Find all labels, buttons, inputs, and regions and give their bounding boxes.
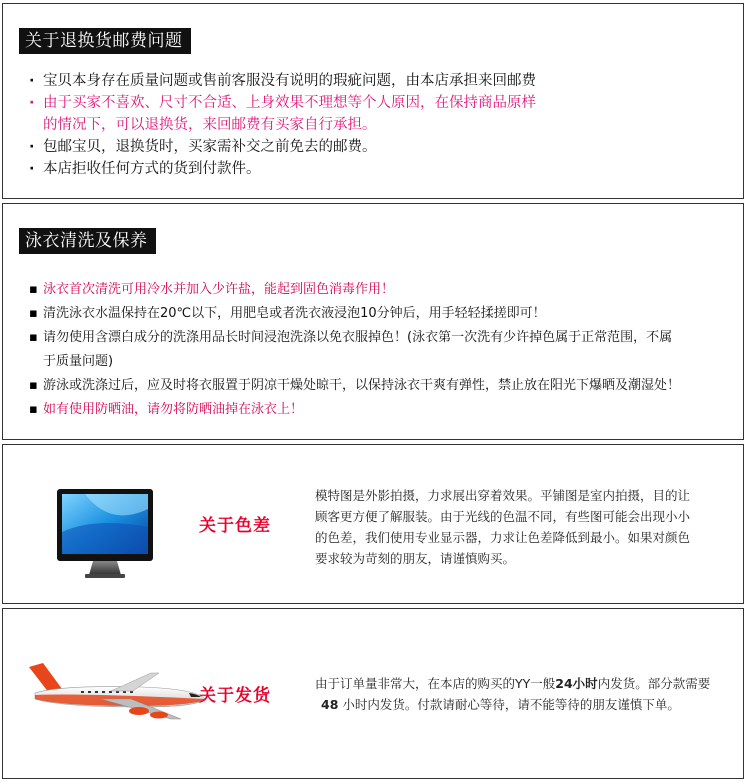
list-item: ▪ 如有使用防晒油，请勿将防晒油掉在泳衣上！ [29,398,729,422]
list-item: ▪ 游泳或洗涤过后，应及时将衣服置于阴凉干燥处晾干，以保持泳衣干爽有弹性，禁止放在阳光下爆晒及潮湿处！ [29,374,729,398]
list-item: · 宝贝本身存在质量问题或售前客服没有说明的瑕疵问题，由本店承担来回邮费 [29,70,729,92]
color-paragraph: 模特图是外影拍摄，力求展出穿着效果。平铺图是室内拍摄，目的让 顾客更方便了解服装。由于光线的色温不同，有些图可能会出现小小 的色差，我们使用专业显示器，力求让色差降低到最小。如果对颜色 要求较为苛刻的朋友，请谨慎购买。 [315,488,691,566]
list-item: ▪ 清洗泳衣水温保持在20℃以下，用肥皂或者洗衣液浸泡10分钟后，用手轻轻揉搓即可！ [29,302,729,326]
shipping-label: 关于发货 [199,686,271,706]
bullet-icon: · [29,139,35,155]
bullet-icon: ▪ [29,330,38,345]
bullet-icon: · [29,161,35,177]
bullet-icon: ▪ [29,282,38,297]
monitor-icon [55,487,155,581]
bullet-icon: · [29,73,35,89]
shipping-paragraph: 由于订单量非常大，在本店的购买的YY一般24小时内发货。部分款需要 48 小时内发货。付款请耐心等待，请不能等待的朋友谨慎下单。 [315,676,711,712]
care-list [29,278,729,422]
airplane-icon [21,649,211,729]
bullet-icon: ▪ [29,402,38,417]
list-item: ▪ 请勿使用含漂白成分的洗涤用品长时间浸泡洗涤以免衣服掉色！(泳衣第一次洗有少许掉色属于正常范围，不属 于质量问题) [29,326,729,374]
list-item: · 包邮宝贝，退换货时，买家需补交之前免去的邮费。 [29,136,729,158]
bullet-icon: ▪ [29,378,38,393]
color-section [2,444,744,604]
returns-section [2,3,744,199]
color-label: 关于色差 [199,516,271,536]
returns-list [29,70,729,180]
care-section [2,203,744,440]
bullet-icon: · [29,95,35,111]
shipping-section [2,608,744,779]
list-item: · 由于买家不喜欢、尺寸不合适、上身效果不理想等个人原因，在保持商品原样 的情况下，可以退换货，来回邮费有买家自行承担。 [29,92,729,136]
returns-title: 关于退换货邮费问题 [19,28,191,54]
list-item: ▪ 泳衣首次清洗可用冷水并加入少许盐，能起到固色消毒作用！ [29,278,729,302]
care-title: 泳衣清洗及保养 [19,228,156,254]
list-item: · 本店拒收任何方式的货到付款件。 [29,158,729,180]
bullet-icon: ▪ [29,306,38,321]
